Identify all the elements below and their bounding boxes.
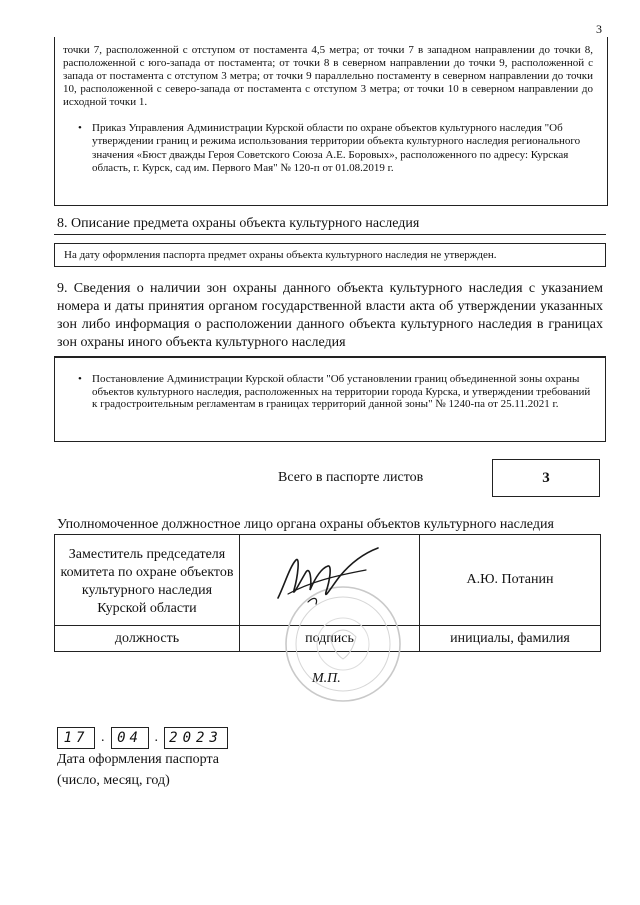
date-separator: . bbox=[101, 730, 105, 745]
section-8-heading: 8. Описание предмета охраны объекта культурного наследия bbox=[57, 216, 420, 231]
sheets-label: Всего в паспорте листов bbox=[278, 470, 424, 485]
date-separator: . bbox=[154, 730, 158, 745]
page-number: 3 bbox=[596, 22, 602, 36]
date-year: 2023 bbox=[164, 727, 228, 749]
boundary-text: точки 7, расположенной с отступом от постамента 4,5 метра; от точки 7 в западном направлении до точки 8, расположенной с юго-запада от постамента; от точки 8 в северном направлении до точки 9, расположенной с запада от постамента с отступом 3 метра; от точки 9 параллельно постаменту в северном направлении до точки 10, расположенной с северо-запада от постамента с отступом 3 метра; от точки 10 в северном направлении до исходной точки 1. bbox=[63, 44, 593, 108]
official-name: А.Ю. Потанин bbox=[420, 535, 601, 626]
section-9-item: Постановление Администрации Курской области "Об установлении границ объединенной зоны охраны объектов культурного наследия, расположенных на территории города Курска, и утверждении требований к градостроительным регламентам в границах территорий данной зоны" № 1240-па от 25.11.2021 г. bbox=[92, 373, 591, 410]
sheets-count: 3 bbox=[492, 459, 600, 497]
date-label: Дата оформления паспорта bbox=[57, 752, 219, 767]
section-9-heading: 9. Сведения о наличии зон охраны данного объекта культурного наследия с указанием номера и даты принятия органом государственной власти акта об утверждении указанных зон либо информация о расположении данного объекта культурного наследия в границах зон охраны иного объекта культурного наследия bbox=[57, 281, 603, 350]
official-position: Заместитель председателя комитета по охране объектов культурного наследия Курской области bbox=[55, 535, 240, 626]
official-title: Уполномоченное должностное лицо органа охраны объектов культурного наследия bbox=[57, 517, 554, 532]
date-month: 04 bbox=[111, 727, 149, 749]
date-format-hint: (число, месяц, год) bbox=[57, 773, 170, 788]
bullet-icon: • bbox=[78, 122, 82, 134]
date-day: 17 bbox=[57, 727, 95, 749]
section-8-divider bbox=[54, 234, 606, 235]
order-item: Приказ Управления Администрации Курской области по охране объектов культурного наследия "Об утверждении границ и режима использования территории объекта культурного наследия регионального значения «Бюст дважды Героя Советского Союза А.Е. Боровых», расположенного по адресу: Курская область, г. Курск, сад им. Первого Мая" № 120-п от 01.08.2019 г. bbox=[92, 122, 581, 175]
name-label: инициалы, фамилия bbox=[420, 626, 601, 652]
signature-icon bbox=[270, 546, 390, 616]
section-8-text: На дату оформления паспорта предмет охраны объекта культурного наследия не утвержден. bbox=[64, 249, 497, 261]
issue-date bbox=[57, 727, 228, 749]
bullet-icon: • bbox=[78, 373, 82, 385]
stamp-mark: М.П. bbox=[312, 671, 341, 686]
position-label: должность bbox=[55, 626, 240, 652]
signature-label: подпись bbox=[240, 626, 420, 652]
